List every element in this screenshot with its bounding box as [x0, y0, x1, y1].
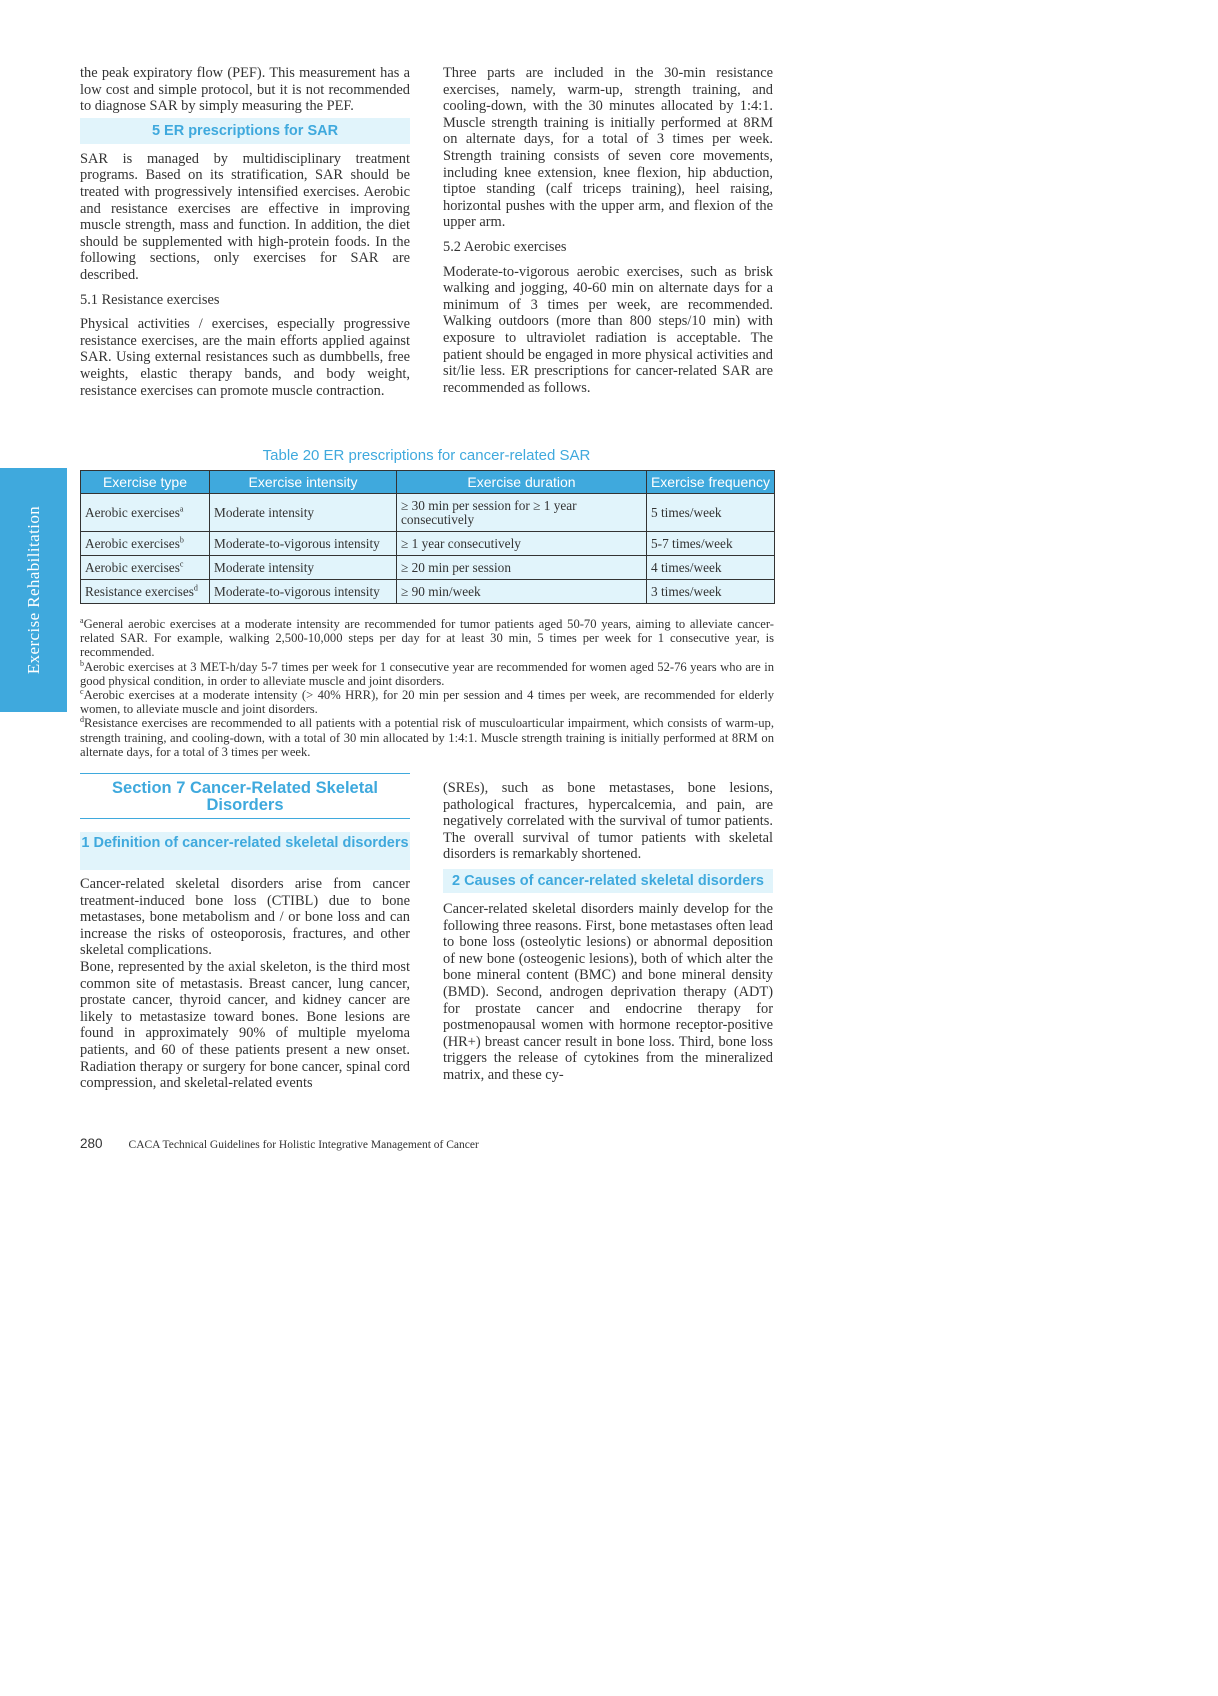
cell-frequency: 5-7 times/week [647, 532, 775, 556]
paragraph: the peak expiratory flow (PEF). This measurement has a low cost and simple protocol, but it is not recommended to diagnose SAR by simply measuring the PEF. [80, 65, 410, 115]
bottom-right-column [443, 780, 773, 1084]
col-header-duration: Exercise duration [397, 471, 647, 494]
table-row [81, 556, 775, 580]
side-section-tab [0, 468, 67, 712]
table-caption: Table 20 ER prescriptions for cancer-related SAR [262, 447, 591, 464]
cell-duration: ≥ 90 min/week [397, 580, 647, 604]
cell-intensity: Moderate-to-vigorous intensity [210, 580, 397, 604]
page-footer [80, 1136, 479, 1151]
table-row [81, 580, 775, 604]
table-row [81, 494, 775, 532]
cell-duration: ≥ 1 year consecutively [397, 532, 647, 556]
footnote: $^d$Resistance exercises are recommended to all patients with a potential risk of musculoarticular impairment, which consists of warm-up, strength training, and cooling-down, with a total of 30 min allocated by 1:4:1. Muscle strength training is initially performed at 8RM on alternate days, for a total of 3 times per week. [80, 715, 774, 759]
paragraph: Bone, represented by the axial skeleton, is the third most common site of metastasis. Breast cancer, lung cancer, prostate cancer, thyroid cancer, and kidney cancer are likely to metastasize toward bones. Bone lesions are found in approximately 90% of multiple myeloma patients, and 60 of these patients present a new onset. Radiation therapy or surgery for bone cancer, spinal cord compression, and skeletal-related events [80, 958, 410, 1092]
heading-definition: 1 Definition of cancer-related skeletal disorders [80, 832, 410, 870]
er-prescription-table [80, 470, 775, 604]
side-tab-label: Exercise Rehabilitation [23, 505, 43, 675]
footnote: $^b$Aerobic exercises at 3 MET-h/day 5-7 times per week for 1 consecutive year are recommended for women aged 52-76 years who are in good physical condition, in order to alleviate muscle and joint disorders. [80, 658, 774, 688]
top-left-column [80, 65, 410, 399]
paragraph: Moderate-to-vigorous aerobic exercises, such as brisk walking and jogging, 40-60 min on alternate days for a minimum of 3 times per week, are recommended. Walking outdoors (more than 800 steps/10 min) with exposure to ultraviolet radiation is acceptable. The patient should be engaged in more physical activities and sit/lie less. ER prescriptions for cancer-related SAR are recommended as follows. [443, 263, 773, 396]
cell-frequency: 4 times/week [647, 556, 775, 580]
subheading-resistance: 5.1 Resistance exercises [80, 291, 220, 308]
col-header-frequency: Exercise frequency [647, 471, 775, 494]
cell-frequency: 5 times/week [647, 494, 775, 532]
table-footnotes [80, 617, 774, 759]
bottom-left-column [80, 832, 410, 1092]
paragraph: Cancer-related skeletal disorders mainly develop for the following three reasons. First, bone metastases often lead to bone loss (osteolytic lesions) or abnormal deposition of new bone (osteogenic lesions), both of which alter the bone mineral content (BMC) and bone mineral density (BMD). Second, androgen deprivation therapy (ADT) for prostate cancer and endocrine therapy for postmenopausal women with hormone receptor-positive (HR+) breast cancer result in bone loss. Third, bone loss triggers the release of cytokines from the mineralized matrix, and these cy- [443, 900, 773, 1083]
cell-intensity: Moderate intensity [210, 494, 397, 532]
page-number: 280 [80, 1136, 103, 1151]
cell-type: Aerobic exercises$^b$ [81, 532, 210, 556]
col-header-type: Exercise type [81, 471, 210, 494]
table-header-row [81, 471, 775, 494]
paragraph: Cancer-related skeletal disorders arise from cancer treatment-induced bone loss (CTIBL) due to bone metastases, bone metabolism and / or bone loss and can increase the risks of osteoporosis, fractures, and other skeletal complications. [80, 876, 410, 959]
cell-intensity: Moderate intensity [210, 556, 397, 580]
paragraph: (SREs), such as bone metastases, bone lesions, pathological fractures, hypercalcemia, and pain, are negatively correlated with the survival of tumor patients. The overall survival of tumor patients with skeletal disorders is remarkably shortened. [443, 780, 773, 863]
paragraph: SAR is managed by multidisciplinary treatment programs. Based on its stratification, SAR should be treated with progressively intensified exercises. Aerobic and resistance exercises are effective in improving muscle strength, mass and function. In addition, the diet should be supplemented with high-protein foods. In the following sections, only exercises for SAR are described. [80, 150, 410, 283]
running-title: CACA Technical Guidelines for Holistic Integrative Management of Cancer [128, 1139, 479, 1151]
subheading-aerobic: 5.2 Aerobic exercises [443, 238, 567, 255]
cell-duration: ≥ 20 min per session [397, 556, 647, 580]
heading-causes: 2 Causes of cancer-related skeletal disorders [443, 869, 773, 893]
cell-type: Aerobic exercises$^c$ [81, 556, 210, 580]
section-title: Section 7 Cancer-Related Skeletal Disorders [80, 773, 410, 819]
paragraph: Physical activities / exercises, especially progressive resistance exercises, are the main efforts applied against SAR. Using external resistances such as dumbbells, free weights, elastic therapy bands, and body weight, resistance exercises can promote muscle contraction. [80, 316, 410, 399]
cell-frequency: 3 times/week [647, 580, 775, 604]
cell-duration: ≥ 30 min per session for ≥ 1 year consecutively [397, 494, 647, 532]
footnote: $^c$Aerobic exercises at a moderate intensity (> 40% HRR), for 20 min per session and 4 times per week, are recommended for elderly women, to alleviate muscle and joint disorders. [80, 686, 774, 717]
cell-type: Aerobic exercises$^a$ [81, 494, 210, 532]
col-header-intensity: Exercise intensity [210, 471, 397, 494]
footnote: $^a$General aerobic exercises at a moderate intensity are recommended for tumor patients aged 50-70 years, aiming to alleviate cancer-related SAR. For example, walking 2,500-10,000 steps per day for at least 30 min, 5 times per week for 1 consecutive year, is recommended. [80, 615, 774, 660]
heading-er-prescriptions: 5 ER prescriptions for SAR [80, 118, 410, 144]
top-right-column [443, 65, 773, 396]
table-row [81, 532, 775, 556]
cell-intensity: Moderate-to-vigorous intensity [210, 532, 397, 556]
paragraph: Three parts are included in the 30-min resistance exercises, namely, warm-up, strength training, and cooling-down, with the 30 minutes allocated by 1:4:1. Muscle strength training is initially performed at 8RM on alternate days, for a total of 3 times per week. Strength training consists of seven core movements, including knee extension, knee flexion, hip abduction, tiptoe standing (calf triceps training), heel raising, horizontal pushes with the upper arm, and flexion of the upper arm. [443, 65, 773, 231]
cell-type: Resistance exercises$^d$ [81, 580, 210, 604]
